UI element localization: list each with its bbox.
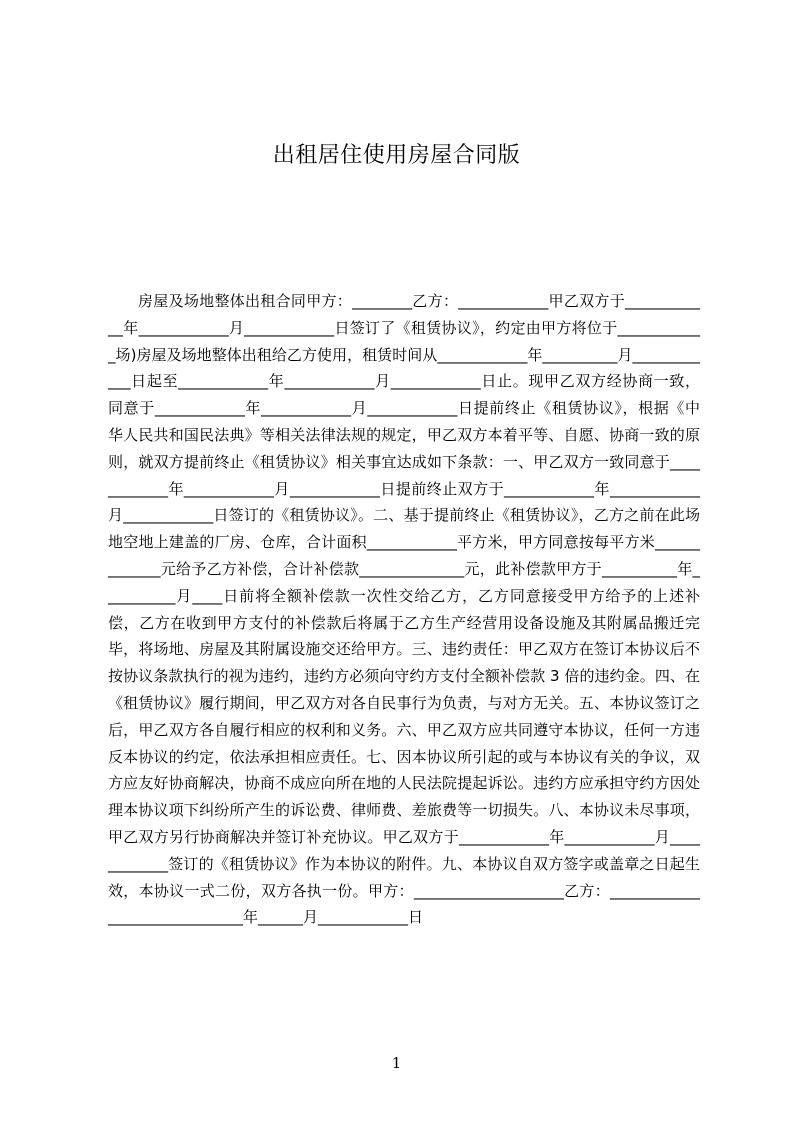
page-number: 1 (391, 1054, 402, 1072)
contract-body-paragraph: 房屋及场地整体出租合同甲方：________乙方：____________甲乙双方于____________年____________月____________日签订了《租赁协议》，约定由甲方将位于____________场)房屋及场地整体出租给乙方使用，租赁时间从____________年__________月____________日起至____________年____________月____________日止。现甲乙双方经协商一致，同意于____________年____________月____________日提前终止《租赁协议》，根据《中华人民共和国民法典》等相关法律法规的规定，甲乙双方本着平等、自愿、协商一致的原则，就双方提前终止《租赁协议》相关事宜达成如下条款：一、甲乙双方一致同意于____________年____________月____________日提前终止双方于____________年____________月____________日签订的《租赁协议》。二、基于提前终止《租赁协议》，乙方之前在此场地空地上建盖的厂房、仓库，合计面积____________平方米，甲方同意按每平方米_____________元给予乙方补偿，合计补偿款______________元，此补偿款甲方于__________年__________月____日前将全额补偿款一次性交给乙方，乙方同意接受甲方给予的上述补偿，乙方在收到甲方支付的补偿款后将属于乙方生产经营用设备设施及其附属品搬迁完毕，将场地、房屋及其附属设施交还给甲方。三、违约责任：甲乙双方在签订本协议后不按协议条款执行的视为违约，违约方必须向守约方支付全额补偿款 3 倍的违约金。四、在《租赁协议》履行期间，甲乙双方对各自民事行为负责，与对方无关。五、本协议签订之后，甲乙双方各自履行相应的权利和义务。六、甲乙双方应共同遵守本协议，任何一方违反本协议的约定，依法承担相应责任。七、因本协议所引起的或与本协议有关的争议，双方应友好协商解决，协商不成应向所在地的人民法院提起诉讼。违约方应承担守约方因处理本协议项下纠纷所产生的诉讼费、律师费、差旅费等一切损失。八、本协议未尽事项，甲乙双方另行协商解决并签订补充协议。甲乙双方于____________年____________月____________签订的《租赁协议》作为本协议的附件。九、本协议自双方签字或盖章之日起生效，本协议一式二份，双方各执一份。甲方：____________________乙方：______________________________年______月____________日 (108, 292, 700, 927)
document-title: 出租居住使用房屋合同版 (272, 143, 521, 168)
